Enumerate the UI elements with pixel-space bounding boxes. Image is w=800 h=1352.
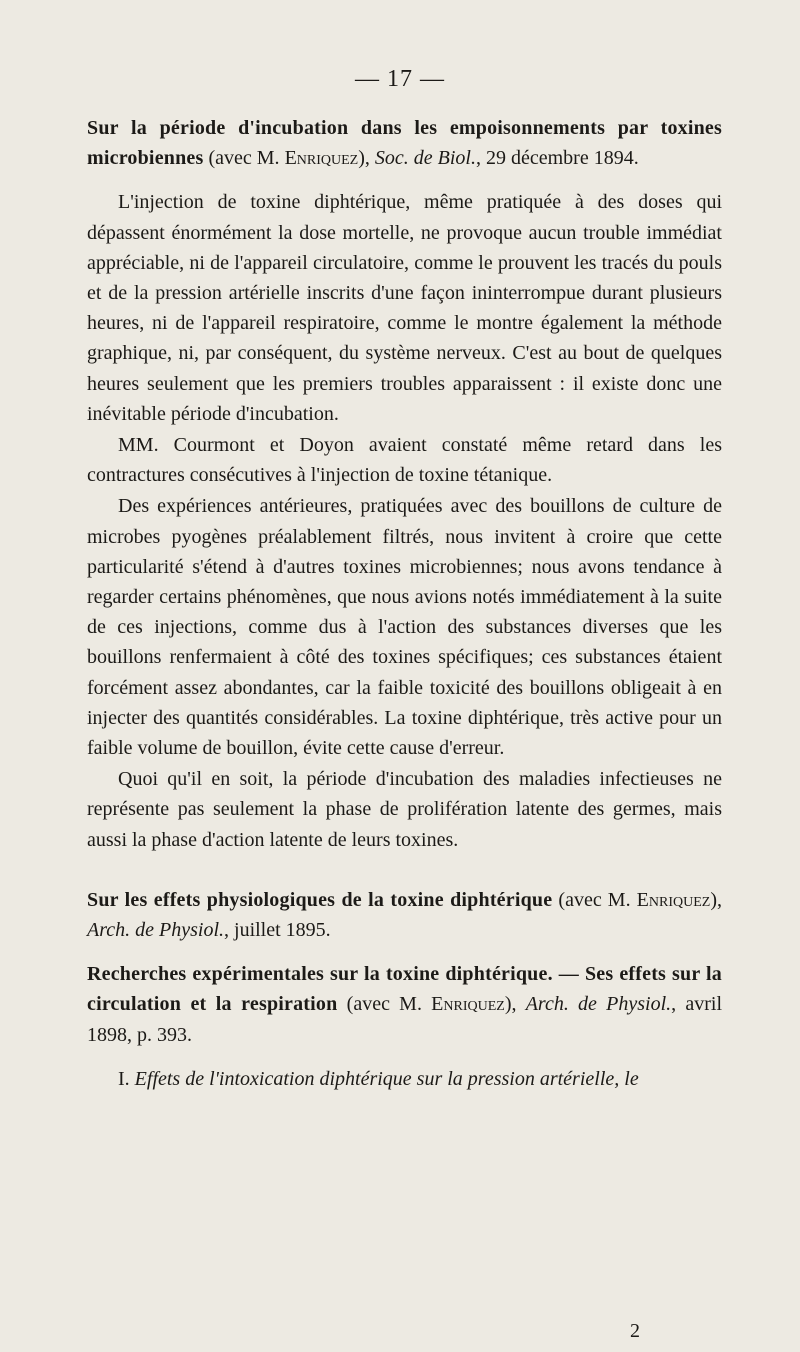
entry-2-author: Enriquez (636, 888, 711, 911)
section-i-text: Effets de l'intoxication diphtérique sur la pression artérielle, le (134, 1067, 639, 1090)
entry-1 (87, 113, 722, 173)
entry-3-journal: Arch. de Physiol. (525, 993, 672, 1016)
entry-3-ref-pre: (avec M. (337, 993, 432, 1016)
entry-1-ref-mid: ), (358, 147, 375, 170)
paragraph-4: Quoi qu'il en soit, la période d'incubation des maladies infectieuses ne représente pas seulement la phase de prolifération latente des germes, mais aussi la phase d'action latente de leurs toxines. (87, 768, 722, 851)
entry-3 (87, 959, 722, 1050)
section-i-prefix: I. (118, 1067, 135, 1090)
page-number: — 17 — (355, 66, 445, 92)
entry-1-title: Sur la période d'incubation dans les empoisonnements par toxines microbiennes (87, 117, 722, 170)
paragraph-3: Des expériences antérieures, pratiquées avec des bouillons de culture de microbes pyogènes préalablement filtrés, nous invitent à croire que cette particularité s'étend à d'autres toxines microbiennes; nous avons tendance à regarder certains phénomènes, que nous avions notés immédiatement à la suite de ces injections, comme dus à l'action des substances diverses que les bouillons renfermaient à côté des toxines spécifiques; ces substances étaient forcément assez abondantes, car la faible toxicité des bouillons obligeait à en injecter des quantités considérables. La toxine diphtérique, très active pour un faible volume de bouillon, évite cette cause d'erreur. (87, 495, 722, 760)
signature-mark: 2 (630, 1320, 640, 1342)
entry-1-journal: Soc. de Biol. (374, 147, 476, 170)
entry-2-ref-pre: (avec M. (552, 888, 637, 911)
entry-2 (87, 885, 722, 945)
section-i-line (87, 1064, 722, 1094)
entry-3-ref-mid: ), (504, 993, 526, 1016)
paragraph-1: L'injection de toxine diphtérique, même pratiquée à des doses qui dépassent énormément la dose mortelle, ne provoque aucun trouble immédiat appréciable, ni de l'appareil circulatoire, comme le prouvent les tracés du pouls et de la pression artérielle inscrits d'une façon ininterrompue durant plusieurs heures, ni de l'appareil respiratoire, comme le montre également la méthode graphique, ni, par conséquent, du système nerveux. C'est au bout de quelques heures seulement que les premiers troubles apparaissent : il existe donc une inévitable période d'incubation. (87, 191, 722, 425)
entry-2-journal: Arch. de Physiol. (87, 919, 225, 942)
entry-1-author: Enriquez (284, 147, 359, 170)
entry-3-author: Enriquez (431, 993, 505, 1016)
entry-3-ref-post: , avril 1898, p. 393. (87, 993, 723, 1046)
entry-2-title: Sur les effets physiologiques de la toxine diphtérique (87, 888, 553, 911)
entry-1-ref-post: , 29 décembre 1894. (475, 147, 639, 170)
text-column (87, 113, 722, 1094)
entry-2-ref-post: , juillet 1895. (224, 919, 331, 942)
entry-2-ref-mid: ), (710, 888, 722, 911)
paragraph-2: MM. Courmont et Doyon avaient constaté même retard dans les contractures consécutives à l'injection de toxine tétanique. (87, 434, 722, 487)
entry-3-title: Recherches expérimentales sur la toxine diphtérique. — Ses effets sur la circulation et la respiration (87, 963, 722, 1016)
entry-1-ref-pre: (avec M. (203, 147, 285, 170)
